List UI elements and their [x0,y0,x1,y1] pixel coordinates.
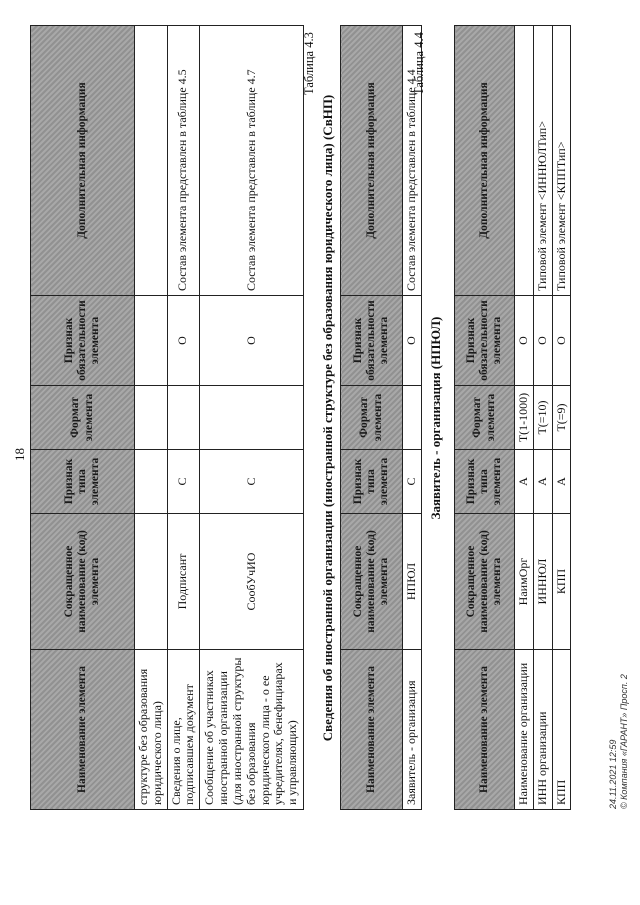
cell-type: С [200,450,304,514]
cell-type [135,450,168,514]
cell-short: ИННЮЛ [533,514,552,650]
header-name: Наименование элемента [31,650,135,810]
cell-name: Сообщение об участниках иностранной организации (для иностранной структуры без образования юридического лица - о ее учредителях, бенефициарах и управляющих) [200,650,304,810]
cell-required: О [167,296,200,386]
cell-name: Сведения о лице, подписавшем документ [167,650,200,810]
stamp-date: 24.11.2021 12:59 [608,739,618,809]
table-header-row [31,26,135,810]
cell-info: Состав элемента представлен в таблице 4.5 [167,26,200,296]
cell-name: Заявитель - организация [403,650,422,810]
cell-info: Состав элемента представлен в таблице 4.4 [403,26,422,296]
cell-format: T(=9) [552,386,571,450]
table-row [135,26,168,810]
table-title-4-3: Сведения об иностранной организации (иностранной структуре без образования юридического лица) (СвНП) [320,94,335,742]
table-caption-4-4: Таблица 4.4 [412,32,426,95]
cell-format [200,386,304,450]
cell-short: КПП [552,514,571,650]
table-row [533,26,552,810]
cell-name: КПП [552,650,571,810]
cell-short: Подписант [167,514,200,650]
cell-type: С [403,450,422,514]
table-row [200,26,304,810]
cell-format: T(1-1000) [515,386,534,450]
cell-required: О [403,296,422,386]
cell-name: ИНН организации [533,650,552,810]
cell-info: Состав элемента представлен в таблице 4.7 [200,26,304,296]
table-row [403,26,422,810]
print-stamp [608,674,630,809]
header-short: Сокращенное наименование (код) элемента [31,514,135,650]
header-required: Признак обязательности элемента [341,296,403,386]
cell-short: СообУчИО [200,514,304,650]
cell-name: структуре без образования юридического лица) [135,650,168,810]
header-name: Наименование элемента [455,650,515,810]
header-type: Признак типа элемента [341,450,403,514]
cell-short [135,514,168,650]
cell-short: НаимОрг [515,514,534,650]
cell-type: А [552,450,571,514]
header-required: Признак обязательности элемента [455,296,515,386]
cell-format [403,386,422,450]
cell-required: О [200,296,304,386]
cell-name: Наименование организации [515,650,534,810]
header-format: Формат элемента [455,386,515,450]
header-format: Формат элемента [341,386,403,450]
cell-type: С [167,450,200,514]
header-name: Наименование элемента [341,650,403,810]
table-header-row [341,26,403,810]
table-4-3 [340,25,422,810]
cell-required: О [533,296,552,386]
table-title-4-4: Заявитель - организация (НПЮЛ) [428,316,443,520]
stamp-source: © Компания «ГАРАНТ» Просп. 2 [618,674,629,809]
header-format: Формат элемента [31,386,135,450]
cell-required: О [515,296,534,386]
table-row [515,26,534,810]
header-required: Признак обязательности элемента [31,296,135,386]
header-info: Дополнительная информация [455,26,515,296]
cell-required [135,296,168,386]
cell-info: Типовой элемент <КППТип> [552,26,571,296]
cell-info [135,26,168,296]
table-caption-4-3: Таблица 4.3 [302,32,316,95]
table-row [167,26,200,810]
header-type: Признак типа элемента [455,450,515,514]
cell-type: А [533,450,552,514]
cell-info: Типовой элемент <ИННЮЛТип> [533,26,552,296]
cell-info [515,26,534,296]
header-info: Дополнительная информация [341,26,403,296]
table-4-4 [454,25,571,810]
cell-short: НПЮЛ [403,514,422,650]
cell-format: T(=10) [533,386,552,450]
table-row [552,26,571,810]
header-info: Дополнительная информация [31,26,135,296]
cell-format [167,386,200,450]
header-short: Сокращенное наименование (код) элемента [455,514,515,650]
table-continuation [30,25,304,810]
header-type: Признак типа элемента [31,450,135,514]
cell-type: А [515,450,534,514]
header-short: Сокращенное наименование (код) элемента [341,514,403,650]
cell-format [135,386,168,450]
page-number: 18 [12,448,27,461]
table-header-row [455,26,515,810]
cell-required: О [552,296,571,386]
